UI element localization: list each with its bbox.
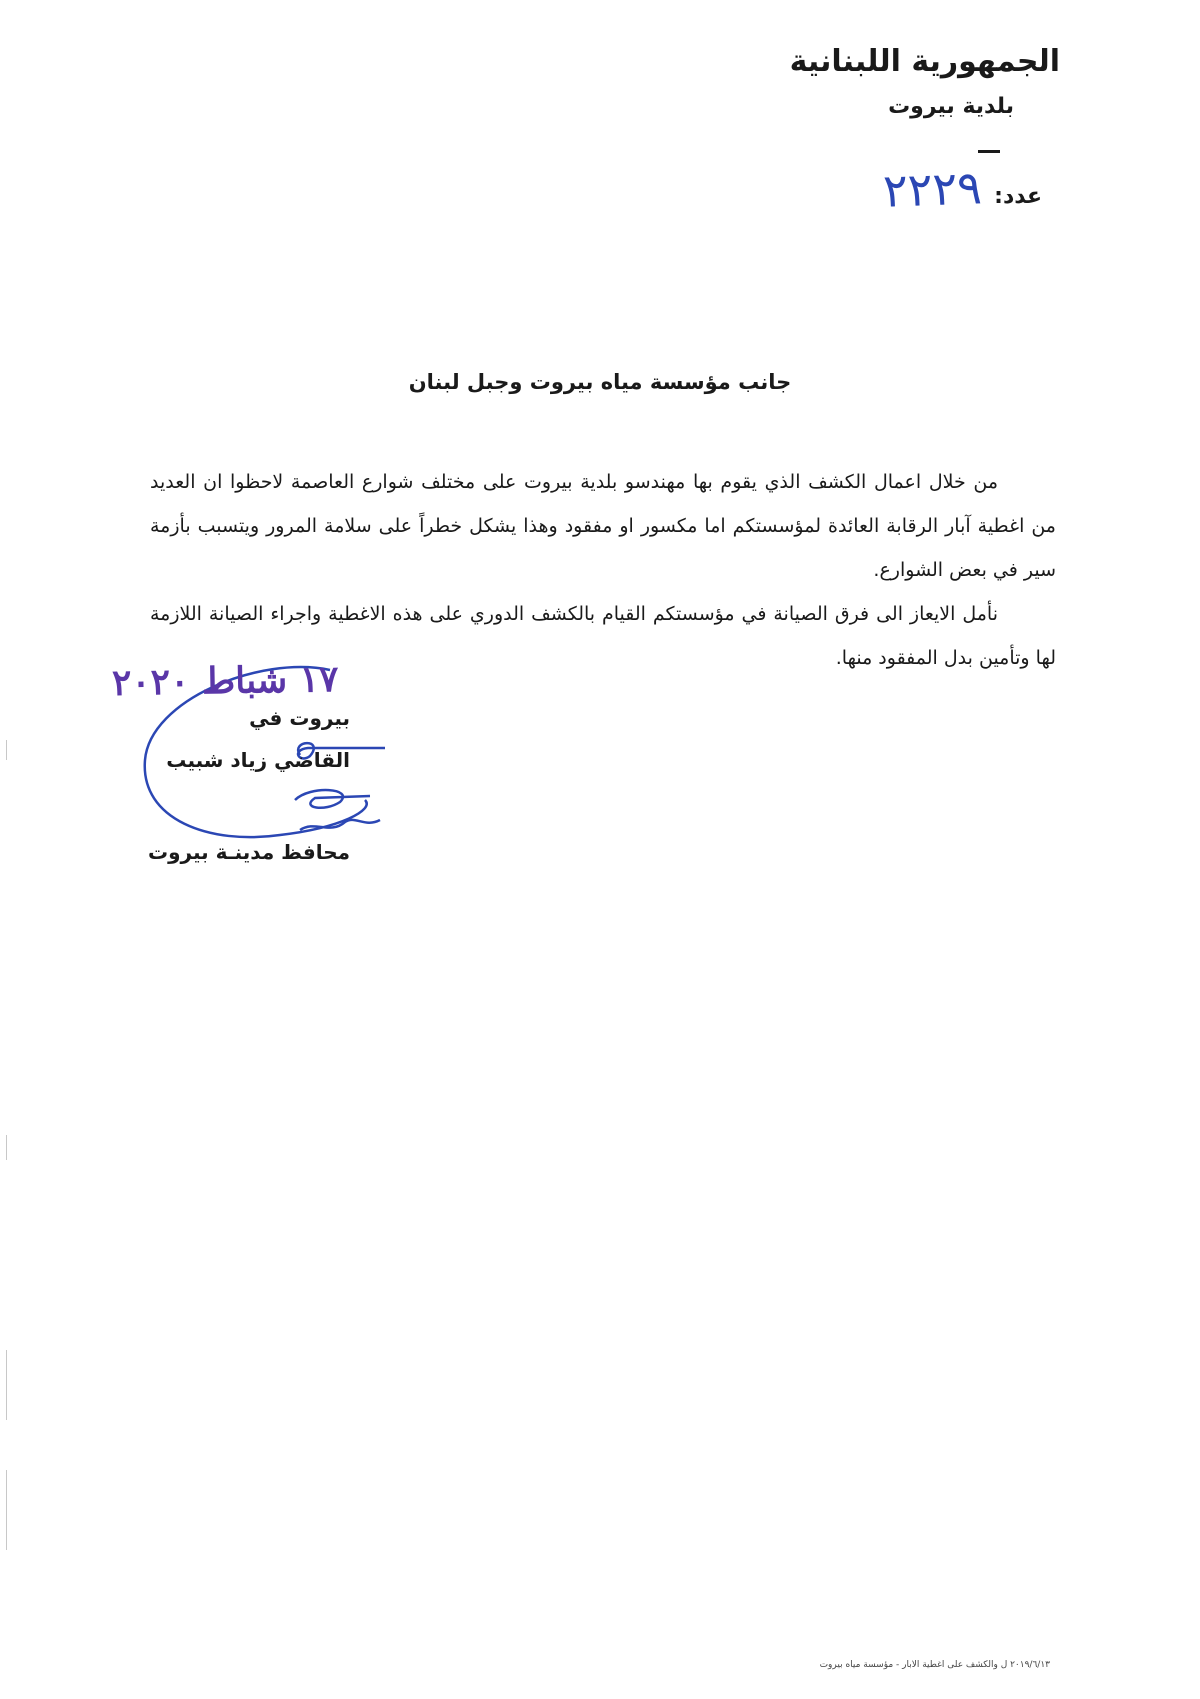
signatory-title: محافظ مدينـة بيروت [148, 840, 350, 864]
handwritten-date: ١٧ شباط ٢٠٢٠ [111, 658, 339, 704]
scan-edge-mark [6, 740, 7, 760]
scan-edge-mark [6, 1470, 7, 1550]
footer-reference: ٢٠١٩/٦/١٣ ل والكشف على اغطية الابار - مؤسسة مياه بيروت [819, 1660, 1050, 1670]
scan-edge-mark [6, 1350, 7, 1420]
body-paragraph-2: نأمل الايعاز الى فرق الصيانة في مؤسستكم القيام بالكشف الدوري على هذه الاغطية واجراء الصيانة اللازمة لها وتأمين بدل المفقود منها. [150, 603, 1056, 669]
recipient-line: جانب مؤسسة مياه بيروت وجبل لبنان [408, 370, 792, 394]
reference-number: ٢٢٢٩ [882, 160, 983, 218]
body-paragraph-1: من خلال اعمال الكشف الذي يقوم بها مهندسو بلدية بيروت على مختلف شوارع العاصمة لاحظوا ان العديد من اغطية آبار الرقابة العائدة لمؤسستكم اما مكسور او مفقود وهذا يشكل خطراً على سلامة المرور ويتسبب بأزمة سير في بعض الشوارع. [150, 471, 1056, 581]
header-divider [978, 150, 1000, 153]
letter-body [150, 460, 1056, 680]
reference-label: عدد: [994, 184, 1042, 209]
signature-place: بيروت في [249, 706, 350, 730]
header-country: الجمهورية اللبنانية [789, 44, 1060, 79]
scan-edge-mark [6, 1135, 7, 1160]
signatory-name: القاضي زياد شبيب [166, 748, 350, 772]
header-municipality: بلدية بيروت [888, 94, 1014, 119]
